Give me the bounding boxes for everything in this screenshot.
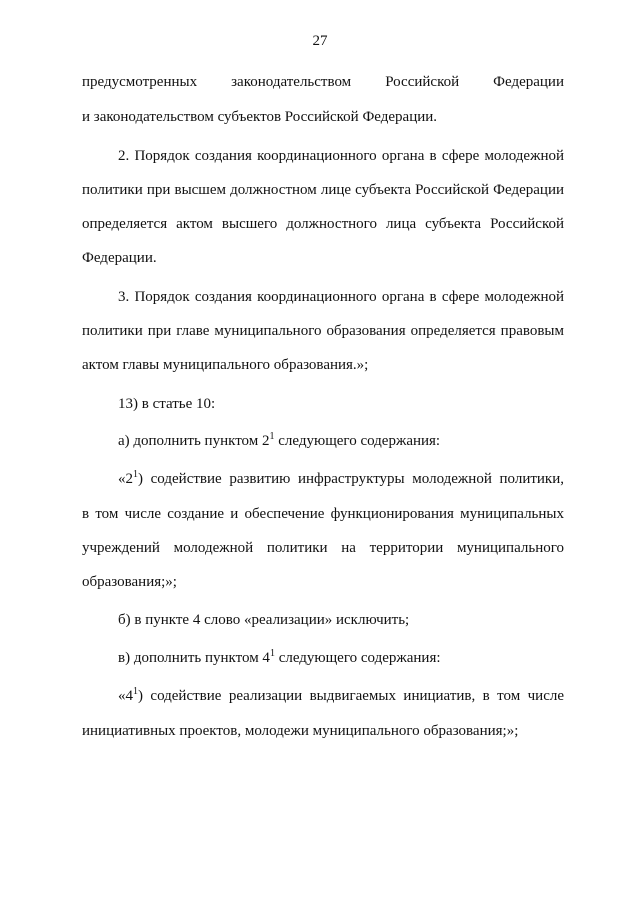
text-segment: в) дополнить пунктом 4 xyxy=(118,650,270,666)
text-segment: «4 xyxy=(118,688,133,704)
paragraph-line: предусмотренных законодательством Российской Федерации xyxy=(82,74,564,90)
paragraph-line: 3. Порядок создания координационного органа в сфере молодежной xyxy=(118,289,564,305)
paragraph-line: политики при главе муниципального образования определяется правовым xyxy=(82,323,564,339)
superscript: 1 xyxy=(133,469,138,480)
paragraph-line: образования;»; xyxy=(82,574,177,590)
paragraph-line: 2. Порядок создания координационного органа в сфере молодежной xyxy=(118,148,564,164)
paragraph-line: политики при высшем должностном лице субъекта Российской Федерации xyxy=(82,182,564,198)
page-number: 27 xyxy=(312,33,328,49)
superscript: 1 xyxy=(133,686,138,697)
paragraph-line: 13) в статье 10: xyxy=(118,396,216,412)
paragraph-line xyxy=(118,687,564,705)
paragraph-line xyxy=(118,649,441,667)
text-segment: следующего содержания: xyxy=(274,650,441,666)
paragraph-line xyxy=(118,470,564,488)
paragraph-line: инициативных проектов, молодежи муниципального образования;»; xyxy=(82,723,519,739)
superscript: 1 xyxy=(269,648,275,659)
paragraph-line xyxy=(118,432,440,450)
text-segment: ) содействие развитию инфраструктуры молодежной политики, xyxy=(138,471,564,487)
text-segment: ) содействие реализации выдвигаемых инициатив, в том числе xyxy=(138,688,564,704)
text-segment: «2 xyxy=(118,471,133,487)
paragraph-line: и законодательством субъектов Российской Федерации. xyxy=(82,109,438,125)
text-segment: следующего содержания: xyxy=(274,433,441,449)
paragraph-line: определяется актом высшего должностного лица субъекта Российской xyxy=(82,216,564,232)
paragraph-line: Федерации. xyxy=(82,250,157,266)
paragraph-line: актом главы муниципального образования.»; xyxy=(82,357,369,373)
paragraph-line: б) в пункте 4 слово «реализации» исключить; xyxy=(118,612,410,628)
superscript: 1 xyxy=(269,431,275,442)
text-segment: а) дополнить пунктом 2 xyxy=(118,433,270,449)
paragraph-line: учреждений молодежной политики на территории муниципального xyxy=(82,540,564,556)
paragraph-line: в том числе создание и обеспечение функционирования муниципальных xyxy=(82,506,564,522)
